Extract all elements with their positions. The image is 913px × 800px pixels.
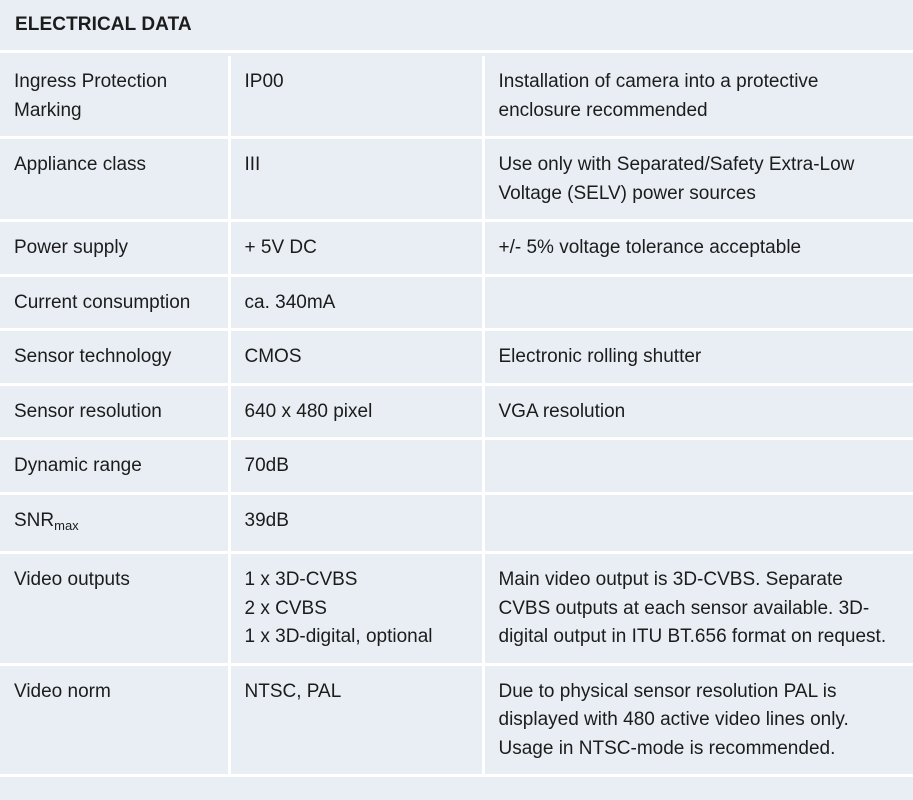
param-cell xyxy=(0,493,229,553)
value-cell xyxy=(229,439,483,494)
value-cell xyxy=(229,138,483,221)
table-row xyxy=(0,138,913,221)
table-row xyxy=(0,553,913,665)
spec-table xyxy=(0,56,913,777)
note-cell: Use only with Separated/Safety Extra-Low Voltage (SELV) power sources xyxy=(483,138,913,221)
table-row xyxy=(0,275,913,330)
param-cell: Ingress Protection Marking xyxy=(0,56,229,138)
value-line: NTSC, PAL xyxy=(244,680,342,702)
note-cell xyxy=(483,439,913,494)
value-line: ca. 340mA xyxy=(244,291,336,313)
note-cell: +/- 5% voltage tolerance acceptable xyxy=(483,221,913,276)
value-line: 70dB xyxy=(244,455,289,476)
param-cell: Sensor resolution xyxy=(0,384,229,439)
value-line: 2 x CVBS xyxy=(244,597,327,619)
param-subscript: max xyxy=(54,517,79,533)
table-row xyxy=(0,330,913,385)
value-cell xyxy=(229,493,483,553)
param-cell: Video outputs xyxy=(0,553,229,665)
value-line: III xyxy=(244,154,261,175)
value-line: 1 x 3D-CVBS xyxy=(244,569,358,590)
value-cell xyxy=(229,664,483,776)
table-row xyxy=(0,439,913,494)
value-line: + 5V DC xyxy=(244,237,317,258)
value-cell xyxy=(229,330,483,385)
param-cell: Dynamic range xyxy=(0,439,229,494)
param-cell: Appliance class xyxy=(0,138,229,221)
note-cell: VGA resolution xyxy=(483,384,913,439)
value-cell xyxy=(229,275,483,330)
note-cell xyxy=(483,493,913,553)
table-row xyxy=(0,664,913,776)
param-cell: Current consumption xyxy=(0,275,229,330)
note-cell: Installation of camera into a protective enclosure recommended xyxy=(483,56,913,138)
param-text: SNR xyxy=(14,509,55,531)
value-line: IP00 xyxy=(244,71,284,92)
value-line: 39dB xyxy=(244,509,289,531)
table-row xyxy=(0,56,913,138)
note-cell: Electronic rolling shutter xyxy=(483,330,913,385)
value-cell xyxy=(229,221,483,276)
value-line: CMOS xyxy=(244,346,302,367)
param-cell: Power supply xyxy=(0,221,229,276)
param-cell: Video norm xyxy=(0,664,229,776)
value-cell xyxy=(229,56,483,138)
value-cell xyxy=(229,553,483,665)
note-cell: Due to physical sensor resolution PAL is displayed with 480 active video lines only. Usage in NTSC-mode is recommended. xyxy=(483,664,913,776)
value-line: 1 x 3D-digital, optional xyxy=(244,626,433,647)
section-title: ELECTRICAL DATA xyxy=(0,0,913,53)
value-cell xyxy=(229,384,483,439)
table-row xyxy=(0,493,913,553)
value-line: 640 x 480 pixel xyxy=(244,400,373,422)
note-cell: Main video output is 3D-CVBS. Separate CVBS outputs at each sensor available. 3D-digital output in ITU BT.656 format on request. xyxy=(483,553,913,665)
table-row xyxy=(0,221,913,276)
note-cell xyxy=(483,275,913,330)
table-row xyxy=(0,384,913,439)
param-cell: Sensor technology xyxy=(0,330,229,385)
